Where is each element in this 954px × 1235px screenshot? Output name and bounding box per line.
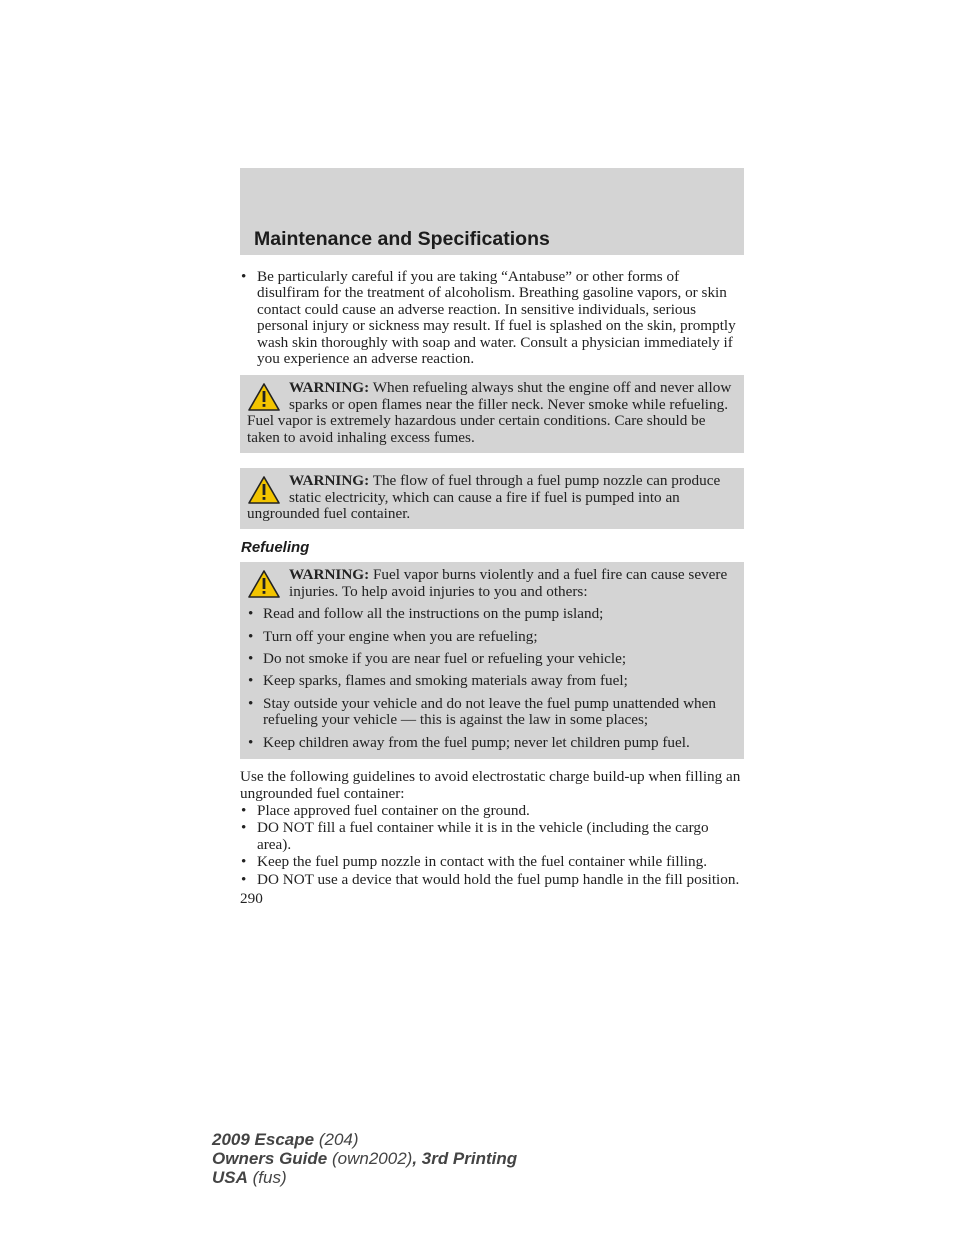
list-item: • Keep the fuel pump nozzle in contact with the fuel container while filling. xyxy=(240,854,744,870)
list-item: • DO NOT fill a fuel container while it is in the vehicle (including the cargo area). xyxy=(240,820,744,853)
warning-triangle-icon xyxy=(247,382,281,412)
footer-guide: Owners Guide xyxy=(212,1149,328,1168)
guidelines-intro: Use the following guidelines to avoid electrostatic charge build-up when filling an ungrounded fuel container: xyxy=(240,768,741,802)
list-item: • DO NOT use a device that would hold the fuel pump handle in the fill position. xyxy=(240,872,744,888)
intro-list xyxy=(240,269,744,367)
footer-model: 2009 Escape xyxy=(212,1130,315,1149)
list-item: • Do not smoke if you are near fuel or refueling your vehicle; xyxy=(247,651,738,667)
section-subheading: Refueling xyxy=(241,539,310,557)
list-item: • Turn off your engine when you are refueling; xyxy=(247,629,738,645)
warning-triangle-icon xyxy=(247,475,281,505)
page-content xyxy=(240,168,744,907)
footer-market-code: (fus) xyxy=(252,1168,287,1187)
warning-label: WARNING: xyxy=(289,379,370,397)
list-item: • Place approved fuel container on the ground. xyxy=(240,803,744,819)
warning-text: The flow of fuel through a fuel pump nozzle can produce static electricity, which can cause a fire if fuel is pumped into an ungrounded fuel container. xyxy=(247,472,721,523)
footer-line-2 xyxy=(212,1149,517,1168)
footer-model-code: (204) xyxy=(318,1130,359,1149)
page-number: 290 xyxy=(240,889,263,907)
footer-printing: , 3rd Printing xyxy=(412,1149,518,1168)
list-item: • Keep sparks, flames and smoking materials away from fuel; xyxy=(247,673,738,689)
warning-box-2 xyxy=(240,468,744,529)
warning-box-3 xyxy=(240,562,744,759)
footer-line-3 xyxy=(212,1168,517,1187)
footer-line-1 xyxy=(212,1130,517,1149)
warning-label: WARNING: xyxy=(289,472,370,490)
section-header xyxy=(240,168,744,255)
guidelines-list xyxy=(240,803,744,888)
warning-triangle-icon xyxy=(247,569,281,599)
footer-market: USA xyxy=(212,1168,248,1187)
list-item: • Read and follow all the instructions on the pump island; xyxy=(247,606,738,622)
warning-list xyxy=(247,606,738,751)
list-item: • Keep children away from the fuel pump; never let children pump fuel. xyxy=(247,735,738,751)
warning-label: WARNING: xyxy=(289,566,370,584)
footer-guide-code: (own2002) xyxy=(331,1149,413,1168)
warning-text: Fuel vapor burns violently and a fuel fire can cause severe injuries. To help avoid injuries to you and others: xyxy=(289,566,728,600)
list-item: • Be particularly careful if you are taking “Antabuse” or other forms of disulfiram for the treatment of alcoholism. Breathing gasoline vapors, or skin contact could cause an adverse reaction. In sensitive individuals, serious personal injury or sickness may result. If fuel is splashed on the skin, promptly wash skin thoroughly with soap and water. Consult a physician immediately if you experience an adverse reaction. xyxy=(240,269,744,367)
warning-box-1 xyxy=(240,375,744,453)
page-title: Maintenance and Specifications xyxy=(254,228,550,250)
document-footer xyxy=(212,1130,517,1187)
list-item: • Stay outside your vehicle and do not leave the fuel pump unattended when refueling your vehicle — this is against the law in some places; xyxy=(247,696,738,729)
warning-text: When refueling always shut the engine off and never allow sparks or open flames near the filler neck. Never smoke while refueling. Fuel vapor is extremely hazardous under certain conditions. Care should be taken to avoid inhaling excess fumes. xyxy=(247,379,732,446)
